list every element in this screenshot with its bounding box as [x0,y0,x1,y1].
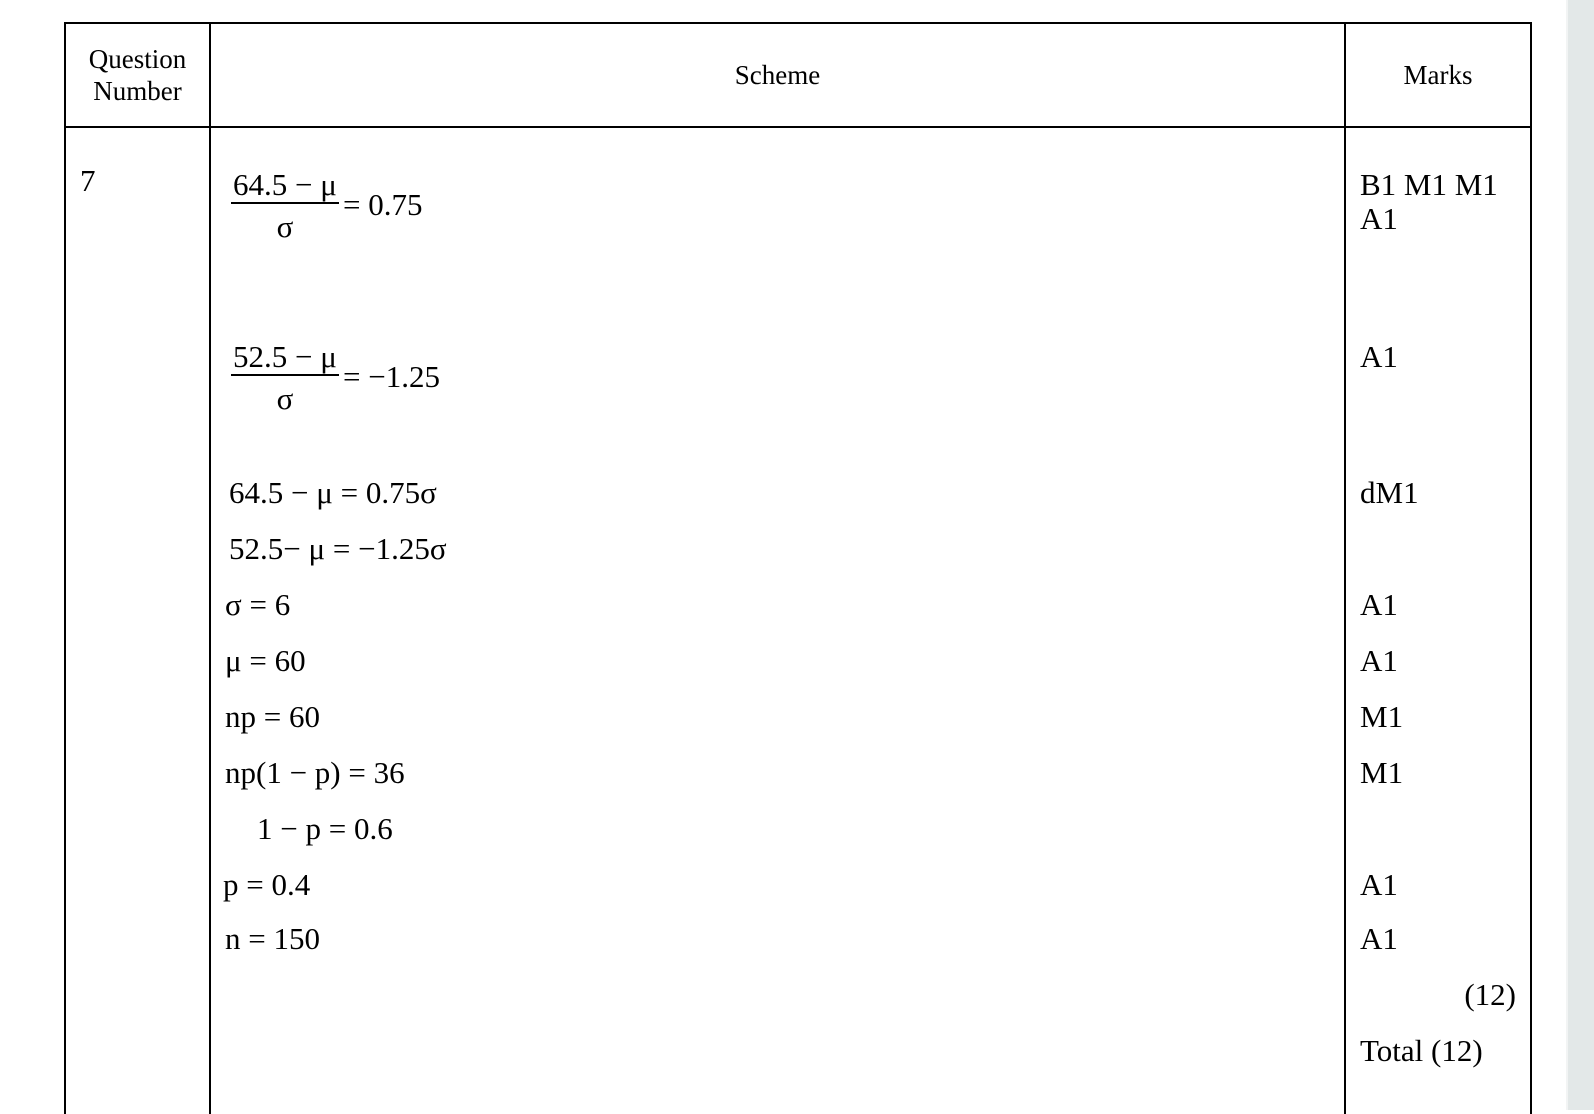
header-question-number: Question Number [65,23,210,127]
mark-line-9: A1 [1360,921,1398,956]
sigma-result: σ = 6 [225,587,291,622]
scheme-cell [210,127,1345,1114]
total-marks: Total (12) [1360,1033,1483,1068]
header-row [65,23,1531,127]
marks-cell [1345,127,1531,1114]
mark-line-4: A1 [1360,587,1398,622]
npq-equation: np(1 − p) = 36 [225,755,405,790]
header-scheme: Scheme [210,23,1345,127]
mark-line-3: dM1 [1360,475,1419,510]
fraction-2-bar [231,374,339,376]
mark-line-7: M1 [1360,755,1404,790]
mu-result: μ = 60 [225,643,306,678]
mark-line-5: A1 [1360,643,1398,678]
question-number-cell [65,127,210,1114]
one-minus-p-equation: 1 − p = 0.6 [257,811,393,846]
mark-line-8: A1 [1360,867,1398,902]
page-edge [1568,0,1594,1110]
np-equation: np = 60 [225,699,320,734]
mark-scheme-table [64,22,1532,1114]
fraction-2 [231,340,339,416]
header-marks: Marks [1345,23,1531,127]
fraction-1-numerator: 64.5 − μ [233,167,337,202]
p-result: p = 0.4 [223,867,311,902]
fraction-1 [231,168,339,244]
equation-1: 64.5 − μ = 0.75σ [229,475,437,510]
fraction-2-denominator: σ [276,381,294,416]
fraction-1-denominator: σ [276,209,294,244]
mark-line-6: M1 [1360,699,1404,734]
n-result: n = 150 [225,921,320,956]
subtotal-marks: (12) [1464,977,1516,1012]
mark-line-1: B1 M1 M1 [1360,167,1498,202]
fraction-2-rhs: = −1.25 [343,359,440,394]
fraction-1-bar [231,202,339,204]
fraction-1-rhs: = 0.75 [343,187,423,222]
equation-2: 52.5− μ = −1.25σ [229,531,447,566]
mark-line-1b: A1 [1360,201,1398,236]
question-row [65,127,1531,1114]
question-number: 7 [80,163,96,198]
mark-line-2: A1 [1360,339,1398,374]
fraction-2-numerator: 52.5 − μ [233,339,337,374]
